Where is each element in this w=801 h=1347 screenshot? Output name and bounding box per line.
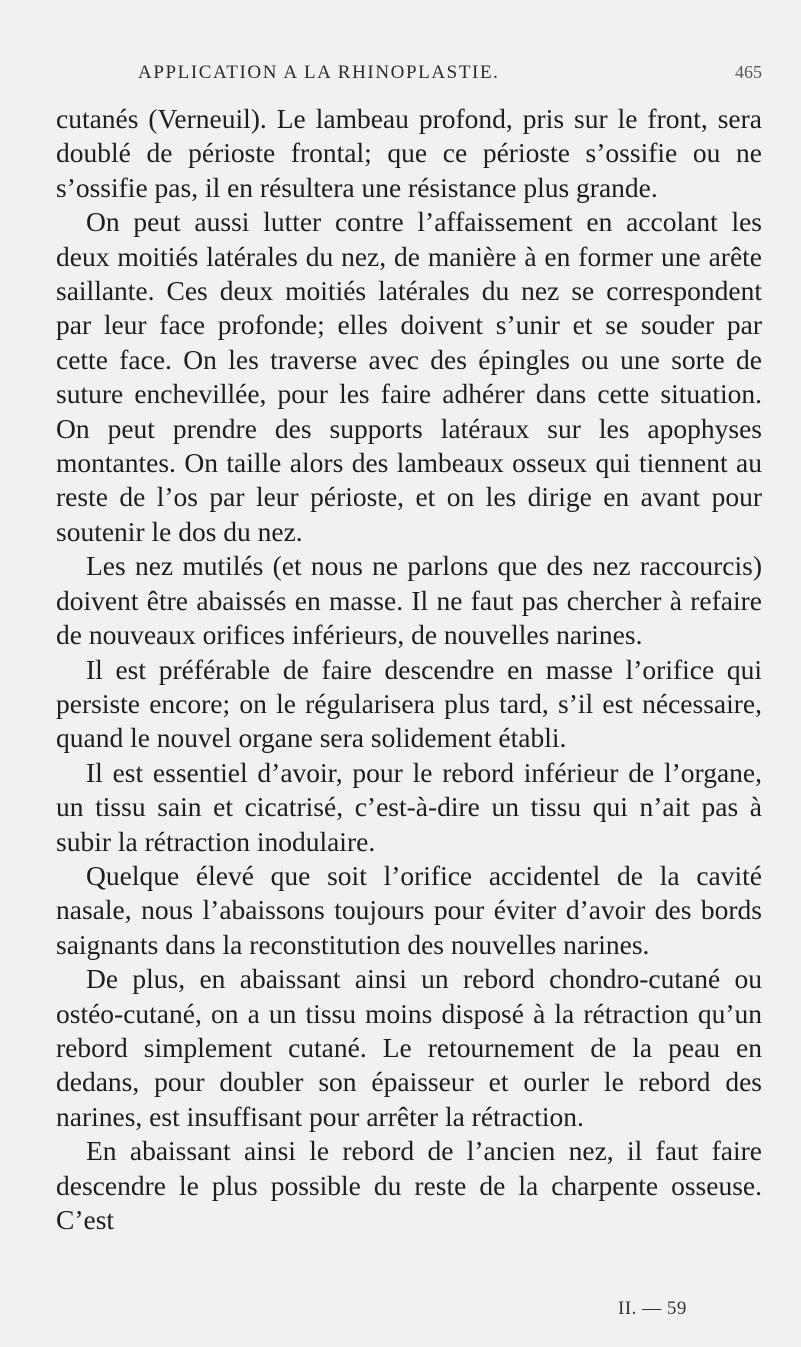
paragraph-3: Les nez mutilés (et nous ne parlons que des nez raccourcis) doivent être abaissés en masse. Il ne faut pas chercher à refaire de nouveaux orifices inférieurs, de nouvelles narines. — [56, 550, 762, 651]
paragraph-2: On peut aussi lutter contre l’affaissement en accolant les deux moitiés latérales du nez, de manière à en former une arête saillante. Ces deux moitiés latérales du nez se correspondent par leur face profonde; elles doivent s’unir et se souder par cette face. On les traverse avec des épingles ou une sorte de suture enchevillée, pour les faire adhérer dans cette situation. On peut prendre des supports latéraux sur les apophyses montantes. On taille alors des lambeaux osseux qui tiennent au reste de l’os par leur périoste, et on les dirige en avant pour soutenir le dos du nez. — [56, 206, 762, 547]
body-text — [56, 102, 762, 1237]
paragraph-7: De plus, en abaissant ainsi un rebord chondro-cutané ou ostéo-cutané, on a un tissu moins disposé à la rétraction qu’un rebord simplement cutané. Le retournement de la peau en dedans, pour doubler son épaisseur et ourler le rebord des narines, est insuffisant pour arrêter la rétraction. — [56, 963, 762, 1132]
book-page — [56, 0, 762, 1347]
paragraph-1: cutanés (Verneuil). Le lambeau profond, pris sur le front, sera doublé de périoste frontal; que ce périoste s’ossifie ou ne s’ossifie pas, il en résultera une résistance plus grande. — [56, 103, 762, 203]
page-number: 465 — [735, 62, 762, 82]
paragraph-5: Il est essentiel d’avoir, pour le rebord inférieur de l’organe, un tissu sain et cicatrisé, c’est-à-dire un tissu qui n’ait pas à subir la rétraction inodulaire. — [56, 756, 762, 857]
paragraph-8: En abaissant ainsi le rebord de l’ancien nez, il faut faire descendre le plus possible du reste de la charpente osseuse. C’est — [56, 1135, 762, 1235]
running-title: APPLICATION A LA RHINOPLASTIE. — [138, 62, 500, 83]
running-head — [56, 62, 762, 88]
paragraph-6: Quelque élevé que soit l’orifice accidentel de la cavité nasale, nous l’abaissons toujours pour éviter d’avoir des bords saignants dans la reconstitution des nouvelles narines. — [56, 859, 762, 960]
sheet-signature: II. — 59 — [618, 1298, 687, 1319]
paragraph-4: Il est préférable de faire descendre en masse l’orifice qui persiste encore; on le régularisera plus tard, s’il est nécessaire, quand le nouvel organe sera solidement établi. — [56, 653, 762, 754]
